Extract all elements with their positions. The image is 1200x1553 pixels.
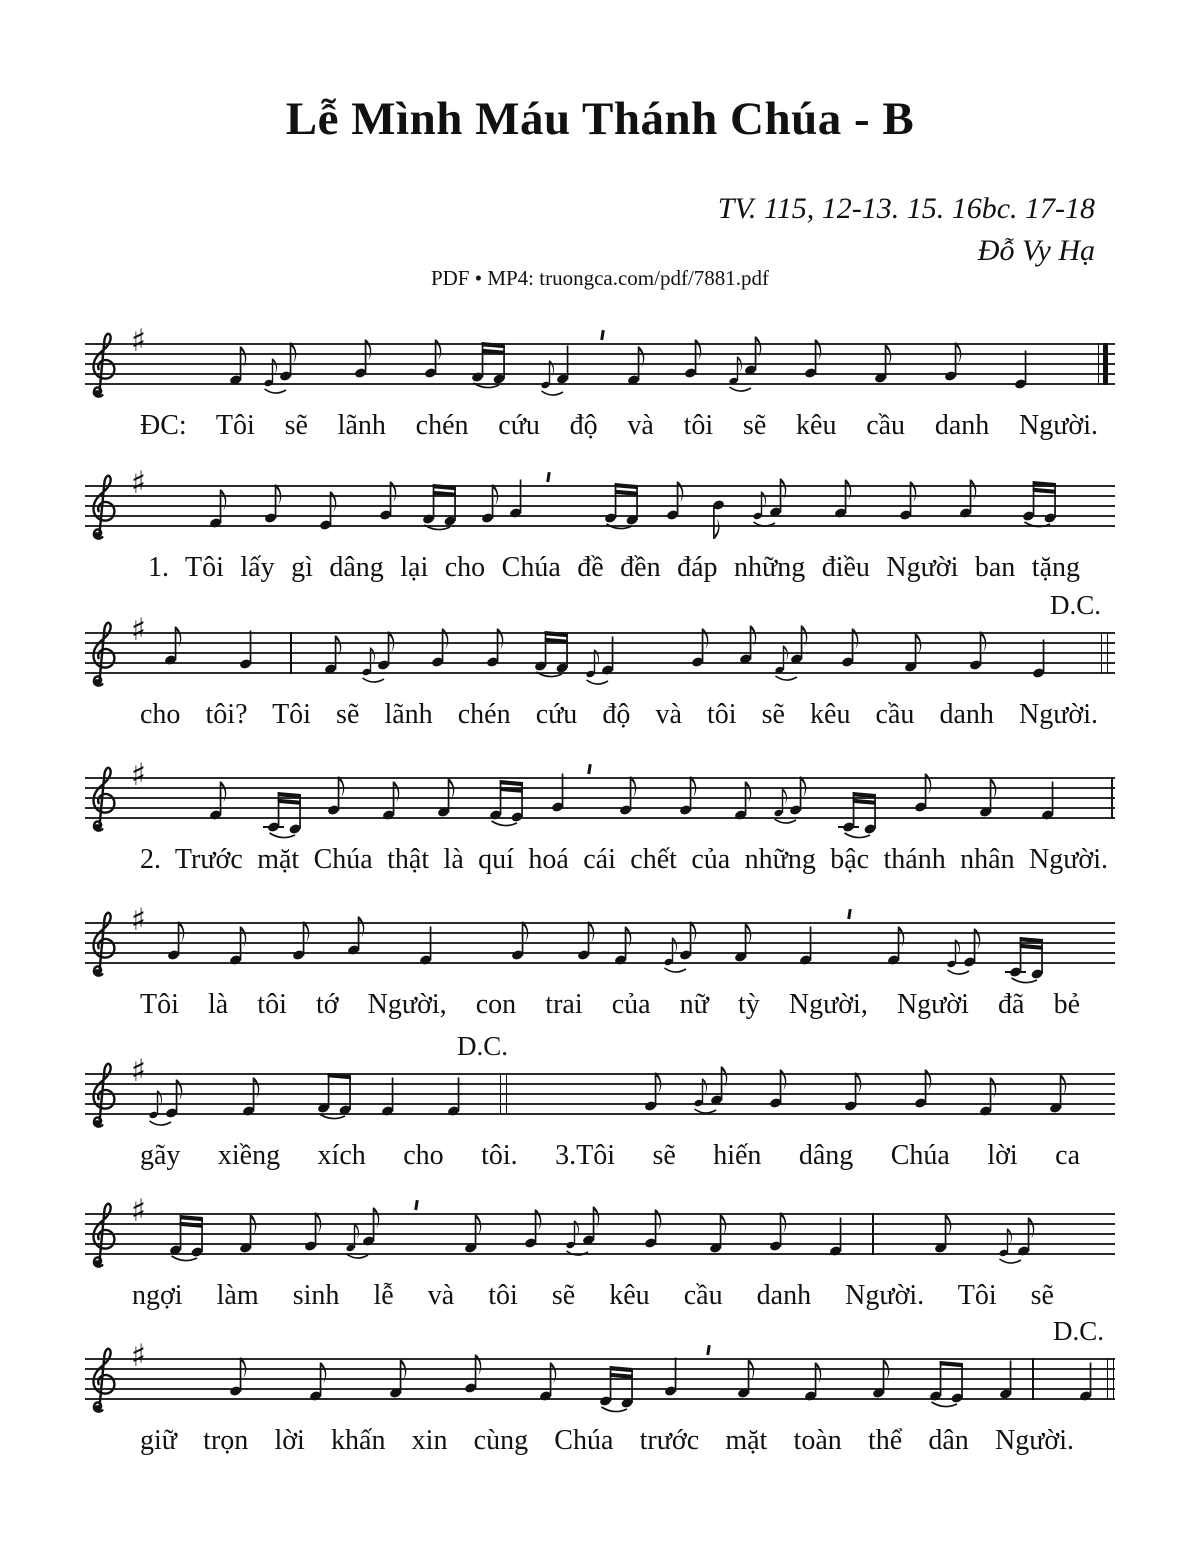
- eighth-note: [309, 1352, 349, 1412]
- staff: [85, 323, 1115, 385]
- quarter-note: [1032, 629, 1072, 689]
- psalm-reference: TV. 115, 12-13. 15. 16bc. 17-18: [717, 192, 1095, 225]
- eighth-note: [347, 906, 387, 966]
- beamed-sixteenth-pair: [1022, 472, 1062, 532]
- eighth-note: [437, 768, 477, 828]
- staff-line: [85, 1083, 1115, 1085]
- eighth-note: [684, 329, 724, 389]
- treble-clef-icon: [88, 760, 118, 836]
- beamed-sixteenth-pair: [471, 333, 511, 393]
- sharp-icon: ♯: [131, 465, 147, 501]
- composer-credit: Đỗ Vy Hạ: [977, 234, 1095, 267]
- sharp-icon: ♯: [131, 323, 147, 359]
- eighth-note: [769, 468, 809, 528]
- eighth-note: [963, 918, 1003, 978]
- beamed-sixteenth-pair: [604, 474, 644, 534]
- eighth-note: [431, 618, 471, 678]
- sharp-icon: ♯: [131, 1338, 147, 1374]
- breath-mark: [706, 1345, 710, 1355]
- barline: [1111, 777, 1113, 819]
- eighth-note: [619, 766, 659, 826]
- eighth-note: [710, 1056, 750, 1116]
- beamed-eighth-pair: [929, 1352, 969, 1412]
- quarter-note: [664, 1347, 704, 1407]
- staff-line: [85, 1103, 1115, 1105]
- double-barline: [500, 1073, 507, 1115]
- double-barline: [1107, 1358, 1114, 1400]
- beamed-sixteenth-pair: [599, 1357, 639, 1417]
- eighth-note: [464, 1344, 504, 1404]
- eighth-note: [292, 911, 332, 971]
- quarter-note: [509, 469, 549, 529]
- sharp-icon: ♯: [131, 757, 147, 793]
- ledger-line: [838, 826, 859, 828]
- eighth-note: [959, 469, 999, 529]
- eighth-note: [354, 329, 394, 389]
- staff-system: [0, 902, 1200, 1057]
- eighth-note: [627, 336, 667, 396]
- eighth-note: [239, 1204, 279, 1264]
- eighth-note: [874, 334, 914, 394]
- eighth-note: [614, 916, 654, 976]
- eighth-note: [327, 766, 367, 826]
- eighth-note: [872, 1349, 912, 1409]
- eighth-note: [362, 1197, 402, 1257]
- eighth-note: [464, 1204, 504, 1264]
- eighth-note: [899, 471, 939, 531]
- lyrics-line: giữ trọn lời khấn xin cùng Chúa trước mặt toàn thể dân Người.: [140, 1425, 1074, 1456]
- quarter-note: [799, 916, 839, 976]
- ledger-line: [263, 826, 284, 828]
- lyrics-line: ngợi làm sinh lễ và tôi sẽ kêu cầu danh Người. Tôi sẽ: [132, 1280, 1054, 1311]
- eighth-note: [511, 911, 551, 971]
- da-capo-marking: D.C.: [1053, 1316, 1105, 1346]
- barline: [290, 632, 292, 674]
- barline: [1032, 1358, 1034, 1400]
- da-capo-marking: D.C.: [457, 1031, 509, 1061]
- breath-mark: [847, 909, 851, 919]
- staff: [85, 1316, 1115, 1400]
- eighth-note: [737, 1349, 777, 1409]
- final-barline: [1098, 343, 1108, 385]
- eighth-note: [979, 768, 1019, 828]
- eighth-note: [324, 625, 364, 685]
- eighth-note: [844, 1062, 884, 1122]
- treble-clef-icon: [88, 1196, 118, 1272]
- eighth-note: [887, 916, 927, 976]
- beamed-sixteenth-pair: [422, 475, 462, 535]
- quarter-note: [556, 335, 596, 395]
- eighth-note: [734, 913, 774, 973]
- eighth-note: [644, 1062, 684, 1122]
- treble-clef-icon: [88, 615, 118, 691]
- quarter-note: [601, 626, 641, 686]
- treble-clef-icon: [88, 1341, 118, 1417]
- staff: [85, 465, 1115, 527]
- eighth-note: [804, 1352, 844, 1412]
- eighth-note: [167, 911, 207, 971]
- quarter-note: [239, 620, 279, 680]
- eighth-note: [209, 479, 249, 539]
- beamed-sixteenth-pair: [534, 622, 574, 682]
- staff-line: [85, 1093, 1115, 1095]
- eighth-note: [934, 1204, 974, 1264]
- eighth-note: [790, 615, 830, 675]
- eighth-note: [679, 766, 719, 826]
- eighth-note: [804, 329, 844, 389]
- beamed-sixteenth-pair: [489, 771, 529, 831]
- lyrics-line: gãy xiềng xích cho tôi. 3.Tôi sẽ hiến dâng Chúa lời ca: [140, 1140, 1080, 1171]
- eighth-note: [691, 618, 731, 678]
- staff-line: [85, 1073, 1115, 1075]
- beamed-sixteenth-pair: [169, 1206, 209, 1266]
- staff-system: [0, 323, 1200, 478]
- sharp-icon: ♯: [131, 1193, 147, 1229]
- sharp-icon: ♯: [131, 612, 147, 648]
- staff: [85, 757, 1115, 819]
- eighth-note: [304, 1202, 344, 1262]
- breath-mark: [587, 764, 591, 774]
- ledger-line: [1005, 971, 1026, 973]
- eighth-note: [209, 771, 249, 831]
- eighth-note: [789, 766, 829, 826]
- treble-clef-icon: [88, 468, 118, 544]
- eighth-note: [377, 621, 417, 681]
- eighth-note: [709, 1204, 749, 1264]
- barline: [872, 1213, 874, 1255]
- eighth-note: [382, 771, 422, 831]
- eighth-note: [229, 916, 269, 976]
- quarter-note: [447, 1067, 487, 1127]
- eighth-note: [734, 771, 774, 831]
- staff-system: [0, 590, 1200, 767]
- page-title: Lễ Mình Máu Thánh Chúa - B: [285, 93, 915, 145]
- eighth-note: [486, 618, 526, 678]
- eighth-note: [264, 474, 304, 534]
- treble-clef-icon: [88, 905, 118, 981]
- eighth-note: [379, 471, 419, 531]
- lyrics-line: cho tôi? Tôi sẽ lãnh chén cứu độ và tôi sẽ kêu cầu danh Người.: [140, 699, 1098, 730]
- eighth-note: [739, 615, 779, 675]
- eighth-note: [1049, 1064, 1089, 1124]
- staff-system: [0, 757, 1200, 912]
- eighth-note-stem-down: [706, 497, 746, 557]
- lyrics-line: 2. Trước mặt Chúa thật là quí hoá cái chết của những bậc thánh nhân Người.: [140, 844, 1108, 875]
- eighth-note: [644, 1199, 684, 1259]
- pdf-link-text: PDF • MP4: truongca.com/pdf/7881.pdf: [430, 266, 770, 290]
- eighth-note: [524, 1199, 564, 1259]
- quarter-note: [829, 1207, 869, 1267]
- eighth-note: [582, 1196, 622, 1256]
- quarter-note: [551, 763, 591, 823]
- beamed-sixteenth-pair: [842, 783, 882, 843]
- staff: [85, 590, 1115, 674]
- eighth-note: [577, 911, 617, 971]
- double-barline: [1101, 632, 1108, 674]
- eighth-note: [841, 618, 881, 678]
- eighth-note: [319, 481, 359, 541]
- quarter-note: [1041, 771, 1081, 831]
- staff-system: [0, 1031, 1200, 1208]
- beamed-sixteenth-pair: [1009, 928, 1049, 988]
- sharp-icon: ♯: [131, 1053, 147, 1089]
- eighth-note: [679, 911, 719, 971]
- beamed-sixteenth-pair: [267, 783, 307, 843]
- staff-system: [0, 1316, 1200, 1493]
- eighth-note: [914, 1059, 954, 1119]
- breath-mark: [600, 330, 604, 340]
- staff: [85, 902, 1115, 964]
- eighth-note: [389, 1349, 429, 1409]
- staff: [85, 1193, 1115, 1255]
- eighth-note: [279, 332, 319, 392]
- quarter-note: [1014, 340, 1054, 400]
- eighth-note: [914, 763, 954, 823]
- eighth-note: [165, 1069, 205, 1129]
- staff-line: [85, 1113, 1115, 1115]
- eighth-note: [1017, 1207, 1057, 1267]
- eighth-note: [769, 1202, 809, 1262]
- treble-clef-icon: [88, 326, 118, 402]
- eighth-note: [904, 623, 944, 683]
- staff: [85, 1031, 1115, 1115]
- da-capo-marking: D.C.: [1050, 590, 1102, 620]
- eighth-note: [164, 616, 204, 676]
- eighth-note: [769, 1059, 809, 1119]
- treble-clef-icon: [88, 1056, 118, 1132]
- staff-system: [0, 1193, 1200, 1348]
- quarter-note: [381, 1067, 421, 1127]
- staff-system: [0, 465, 1200, 620]
- eighth-note: [666, 471, 706, 531]
- sharp-icon: ♯: [131, 902, 147, 938]
- lyrics-line: Tôi là tôi tớ Người, con trai của nữ tỳ Người, Người đã bẻ: [140, 989, 1080, 1020]
- eighth-note: [539, 1352, 579, 1412]
- eighth-note: [242, 1067, 282, 1127]
- eighth-note: [744, 326, 784, 386]
- eighth-note: [229, 1347, 269, 1407]
- eighth-note: [979, 1067, 1019, 1127]
- eighth-note: [424, 329, 464, 389]
- lyrics-line: ĐC: Tôi sẽ lãnh chén cứu độ và tôi sẽ kêu cầu danh Người.: [140, 410, 1098, 441]
- beamed-eighth-pair: [317, 1064, 357, 1124]
- quarter-note: [419, 916, 459, 976]
- eighth-note: [834, 469, 874, 529]
- eighth-note: [969, 621, 1009, 681]
- eighth-note: [944, 332, 984, 392]
- lyrics-line: 1. Tôi lấy gì dâng lại cho Chúa đề đền đáp những điều Người ban tặng: [148, 552, 1080, 583]
